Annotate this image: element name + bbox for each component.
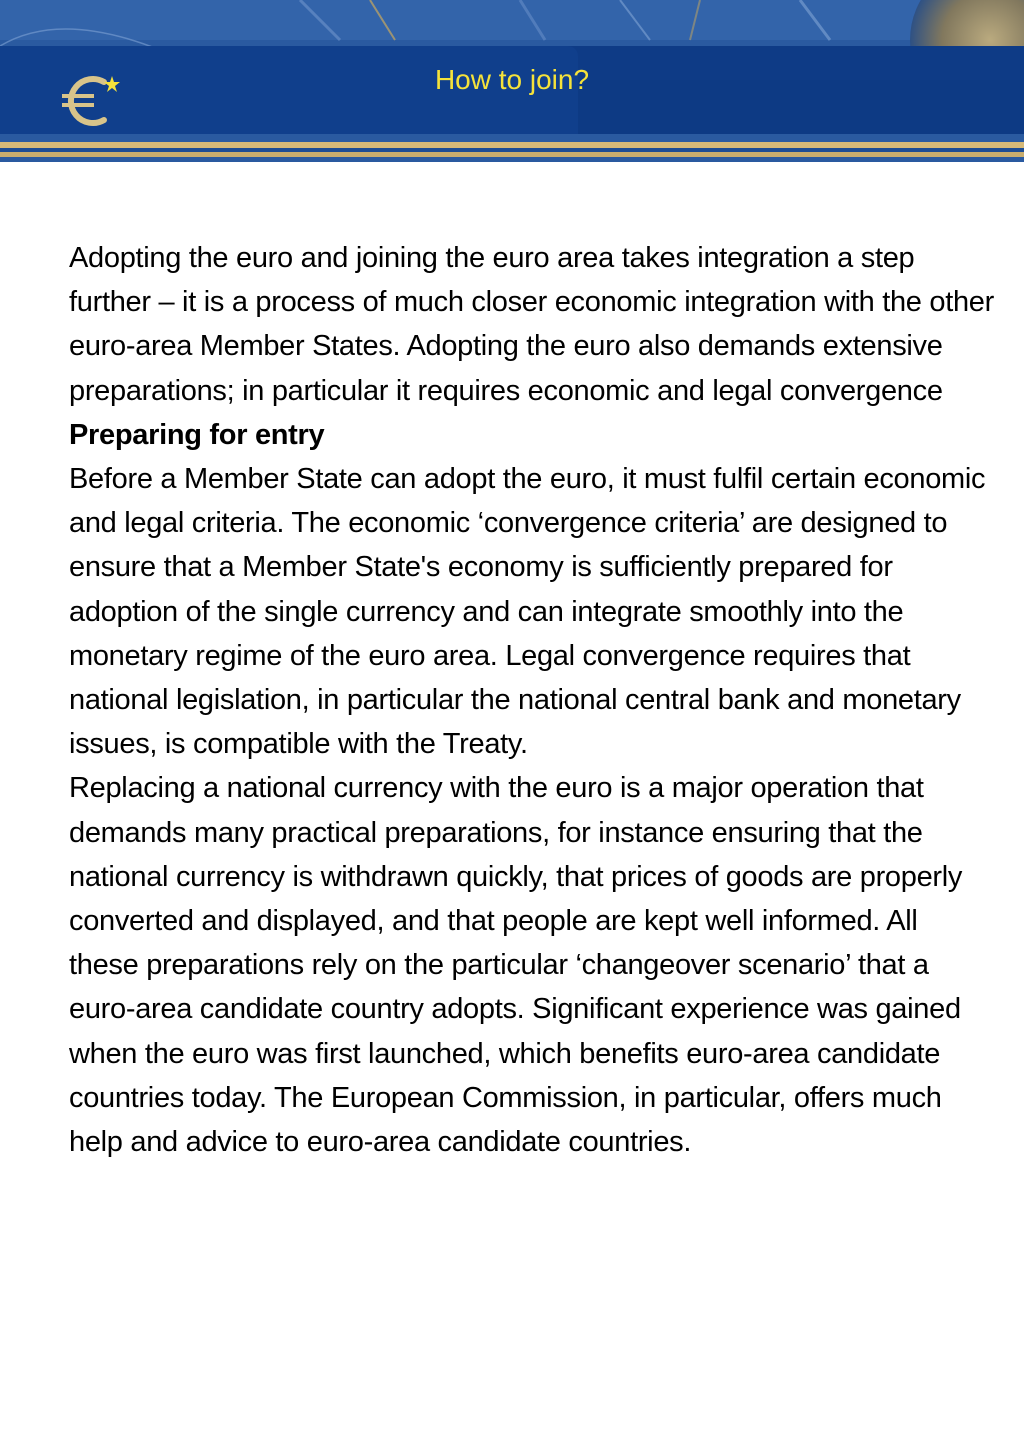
intro-paragraph: Adopting the euro and joining the euro area takes integration a step further – it is a process of much closer economic integration with the other euro-area Member States. Adopting the euro also demands extensive preparations; in particular it requires economic and legal convergence <box>69 242 994 407</box>
page-title: How to join? <box>434 64 590 95</box>
changeover-paragraph: Replacing a national currency with the euro is a major operation that demands many practical preparations, for instance ensuring that the national currency is withdrawn quickly, that prices of goods are properly converted and displayed, and that people are kept well informed. All these preparations rely on the particular ‘changeover scenario’ that a euro-area candidate country adopts. Significant experience was gained when the euro was first launched, which benefits euro-area candidate countries today. The European Commission, in particular, offers much help and advice to euro-area candidate countries. <box>69 772 963 1159</box>
criteria-paragraph: Before a Member State can adopt the euro, it must fulfil certain economic and legal criteria. The economic ‘convergence criteria’ are designed to ensure that a Member State's economy is sufficiently prepared for adoption of the single currency and can integrate smoothly into the monetary regime of the euro area. Legal convergence requires that national legislation, in particular the national central bank and monetary issues, is compatible with the Treaty. <box>69 463 986 761</box>
body-content <box>69 236 994 1164</box>
section-subheading: Preparing for entry <box>69 418 325 451</box>
header-gold-stripe-lower <box>0 152 1024 157</box>
